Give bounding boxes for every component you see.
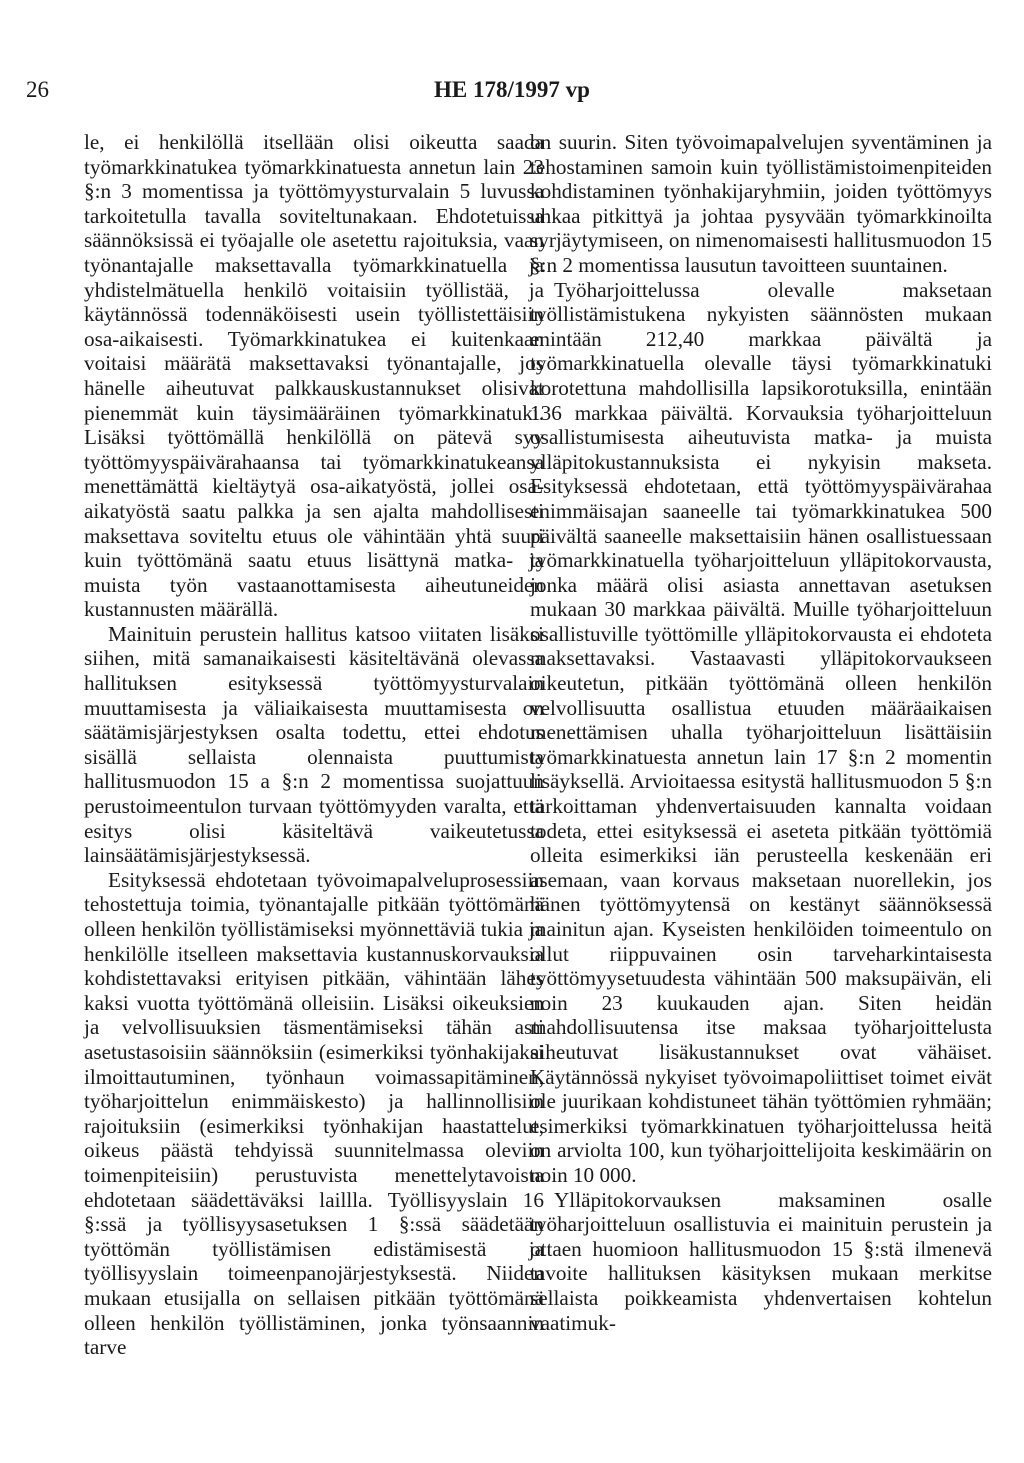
paragraph: Esityksessä ehdotetaan työvoimapalveluprosessiin tehostettuja toimia, työnantajalle pitkään työttömänä olleen henkilön työllistämiseksi myönnettäviä tukia ja henkilölle itselleen maksettavia kustannuskorvauksia kohdistettavaksi erityisen pitkään, vähintään lähes kaksi vuotta työttömänä olleisiin. Lisäksi oikeuksien ja velvollisuuksien täsmentämiseksi tähän asti asetustasoisiin säännöksiin (esimerkiksi työnhakijaksi ilmoittautuminen, työnhaun voimassapitäminen, työharjoittelun enimmäiskesto) ja hallinnollisiin rajoituksiin (esimerkiksi työnhakijan haastattelut, oikeus päästä tehdyissä suunnitelmassa oleviin toimenpiteisiin) perustuvista menettelytavoista ehdotetaan säädettäväksi laillla. Työllisyyslain 16 §:ssä ja työllisyysasetuksen 1 §:ssä säädetään työttömän työllistämisen edistämisestä ja työllisyyslain toimeenpanojärjestyksestä. Niiden mukaan etusijalla on sellaisen pitkään työttömänä olleen henkilön työllistäminen, jonka työnsaannin tarve [84,867,544,1360]
paragraph: Mainituin perustein hallitus katsoo viitaten lisäksi siihen, mitä samanaikaisesti käsiteltävänä olevassa hallituksen esityksessä työttömyysturvalain muuttamisesta ja väliaikaisesta muuttamisesta on säätämisjärjestyksen osalta todettu, ettei ehdotus sisällä sellaista olennaista puuttumista hallitusmuodon 15 a §:n 2 momentissa suojattuun perustoimeentulon turvaan työttömyyden varalta, että esitys olisi käsiteltävä vaikeutetussa lainsäätämisjärjestyksessä. [84,621,544,868]
running-head: HE 178/1997 vp [434,77,590,102]
paragraph: le, ei henkilöllä itsellään olisi oikeutta saada työmarkkinatukea työmarkkinatuesta annetun lain 23 §:n 3 momentissa ja työttömyysturvalain 5 luvussa tarkoitetulla tavalla soviteltunakaan. Ehdotetuissa säännöksissä ei työajalle ole asetettu rajoituksia, vaan työnantajalle maksettavalla työmarkkinatuella ja yhdistelmätuella henkilö voitaisiin työllistää, ja käytännössä todennäköisesti usein työllistettäisiin osa-aikaisesti. Työmarkkinatukea ei kuitenkaan voitaisi määrätä maksettavaksi työnantajalle, jos hänelle aiheutuvat palkkauskustannukset olisivat pienemmät kuin täysimääräinen työmarkkinatuki. Lisäksi työttömällä henkilöllä on pätevä syy työttömyyspäivärahaansa tai työmarkkinatukeansa menettämättä kieltäytyä osa-aikatyöstä, jollei osa-aikatyöstä saatu palkka ja sen ajalta mahdollisesti maksettava soviteltu etuus ole vähintään yhtä suuri kuin työttömänä saatu etuus lisättynä matka- ja muista työn vastaanottamisesta aiheutuneiden kustannusten määrällä. [84,130,544,622]
page-number: 26 [26,77,49,102]
paragraph: Työharjoittelussa olevalle maksetaan työllistämistukena nykyisten säännösten mukaan enintään 212,40 markkaa päivältä ja työmarkkinatuella olevalle täysi työmarkkinatuki korotettuna mahdollisilla lapsikorotuksilla, enintään 136 markkaa päivältä. Korvauksia työharjoitteluun osallistumisesta aiheutuvista matka- ja muista ylläpitokustannuksista ei nykyisin makseta. Esityksessä ehdotetaan, että työttömyyspäivärahaa enimmäisajan saaneelle tai työmarkkinatukea 500 päivältä saaneelle maksettaisiin hänen osallistuessaan työmarkkinatuella työharjoitteluun ylläpitokorvausta, jonka määrä olisi asiasta annettavan asetuksen mukaan 30 markkaa päivältä. Muille työharjoitteluun osallistuville työttömille ylläpitokorvausta ei ehdoteta maksettavaksi. Vastaavasti ylläpitokorvaukseen oikeutetun, pitkään työttömänä olleen henkilön velvollisuutta osallistua etuuden määräaikaisen menettämisen uhalla työharjoitteluun lisättäisiin työmarkkinatuesta annetun lain 17 §:n 2 momentin lisäyksellä. Arvioitaessa esitystä hallitusmuodon 5 §:n tarkoittaman yhdenvertaisuuden kannalta voidaan todeta, ettei esityksessä ei aseteta pitkään työttömiä olleita esimerkiksi iän perusteella keskenään eri asemaan, vaan korvaus maksetaan nuorellekin, jos hänen työttömyytensä on kestänyt säännöksessä mainitun ajan. Kyseisten henkilöiden toimeentulo on ollut riippuvainen osin tarveharkintaisesta työttömyysetuudesta vähintään 500 maksupäivän, eli noin 23 kuukauden ajan. Siten heidän mahdollisuutensa itse maksaa työharjoittelusta aiheutuvat lisäkustannukset ovat vähäiset. Käytännössä nykyiset työvoimapoliittiset toimet eivät ole juurikaan kohdistuneet tähän työttömien ryhmään; esimerkiksi työmarkkinatuen työharjoittelussa heitä on arviolta 100, kun työharjoittelijoita keskimäärin on noin 10 000. [530,277,992,1187]
left-column [84,130,544,1360]
paragraph: Ylläpitokorvauksen maksaminen osalle työharjoitteluun osallistuvia ei mainituin perustein ja ottaen huomioon hallitusmuodon 15 §:stä ilmenevä tavoite hallituksen käsityksen mukaan merkitse sellaista poikkeamista yhdenvertaisen kohtelun vaatimuk- [530,1187,992,1335]
right-column [530,130,992,1335]
paragraph: on suurin. Siten työvoimapalvelujen syventäminen ja tehostaminen samoin kuin työllistämistoimenpiteiden kohdistaminen työnhakijaryhmiin, joiden työttömyys uhkaa pitkittyä ja johtaa pysyvään työmarkkinoilta syrjäytymiseen, on nimenomaisesti hallitusmuodon 15 §:n 2 momentissa lausutun tavoitteen suuntainen. [530,130,992,277]
